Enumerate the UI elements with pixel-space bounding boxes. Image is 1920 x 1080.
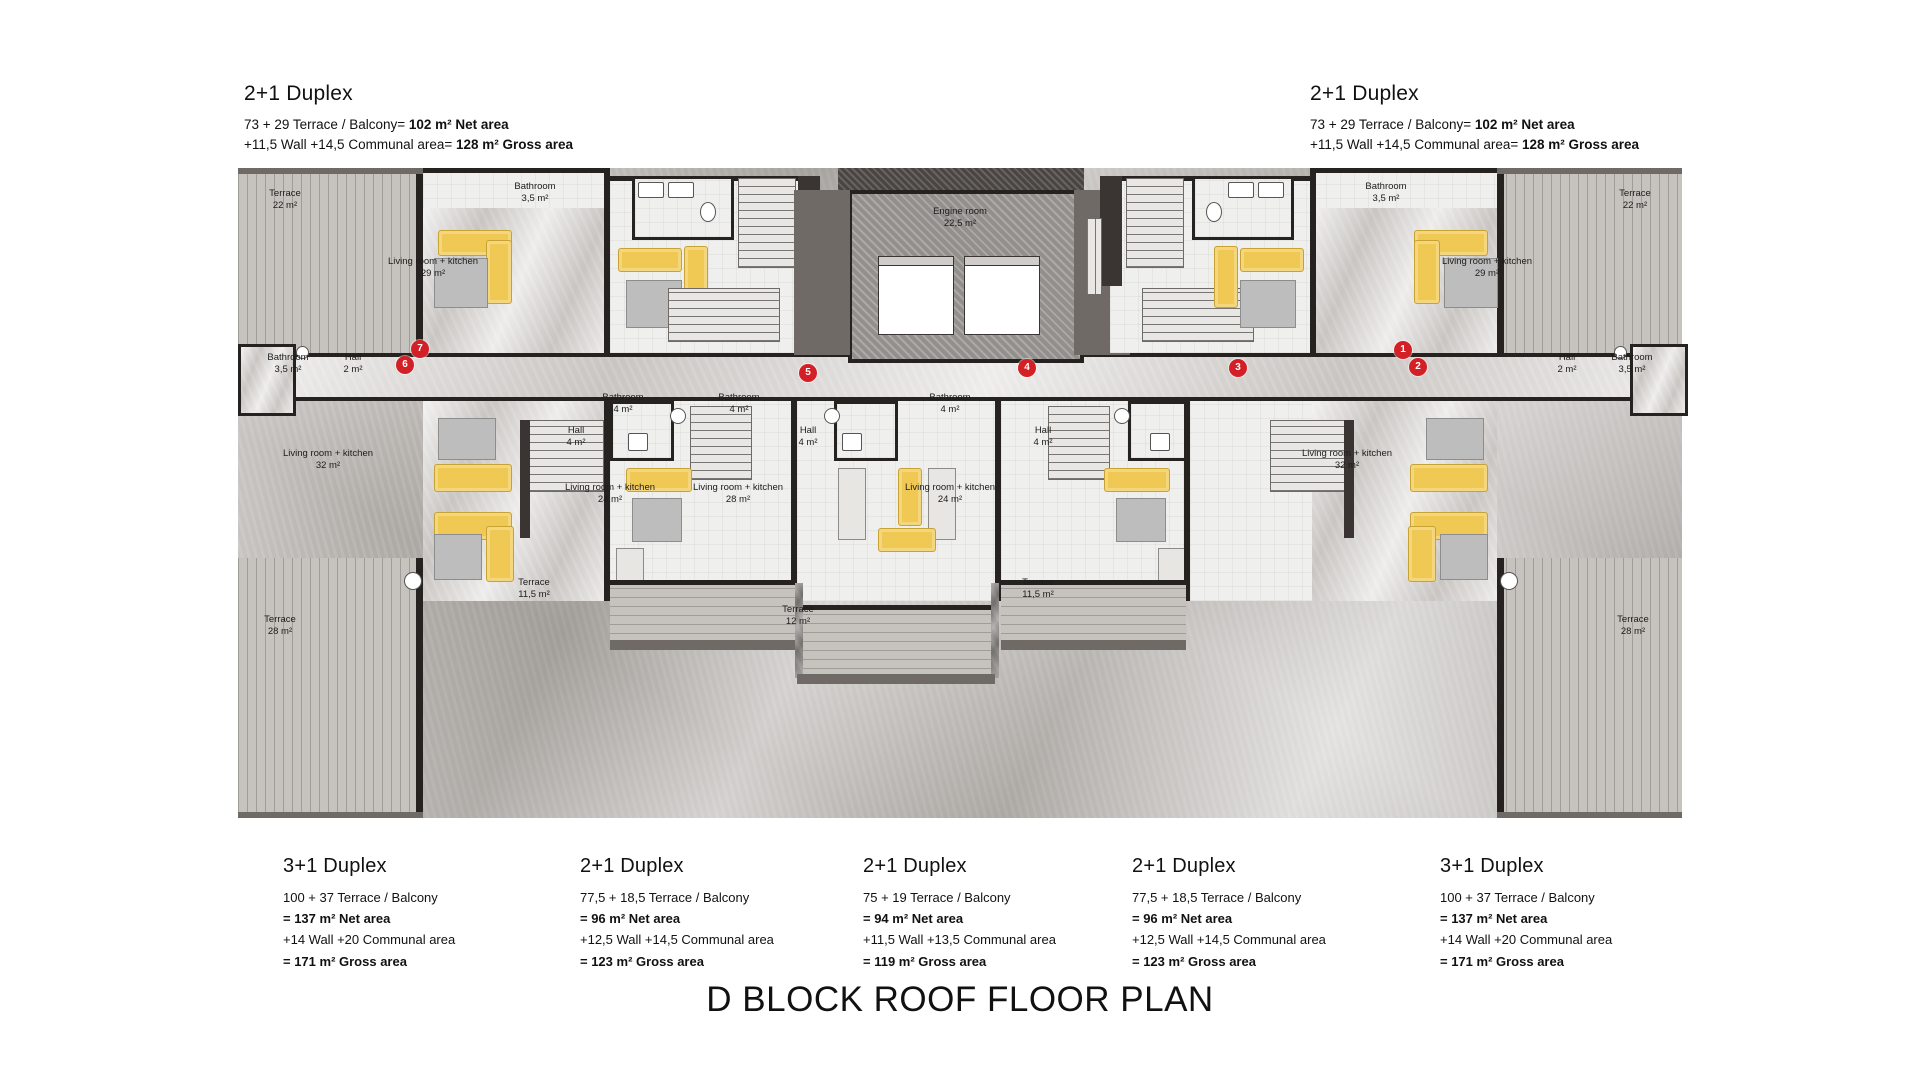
annotation-line-3: +12,5 Wall +14,5 Communal area [1132, 932, 1326, 948]
wall-top-edge-left [423, 168, 608, 173]
annotation-net-prefix: 73 + 29 Terrace / Balcony= [244, 116, 409, 132]
sofa-terrace-right-2 [1414, 240, 1440, 304]
room-area: 28 m² [725, 494, 751, 505]
annotation-title: 2+1 Duplex [863, 855, 967, 877]
room-name: Hall [567, 425, 585, 437]
room-name: Terrace [518, 577, 550, 589]
sofa-br-3 [1408, 526, 1436, 582]
annotation-line-1: 77,5 + 18,5 Terrace / Balcony [580, 890, 750, 906]
room-name: Engine room [933, 206, 987, 218]
room-area: 22 m² [1622, 200, 1648, 211]
table-terrace-left [434, 258, 488, 308]
lift-shaft-2 [964, 263, 1040, 335]
annotation-line-1: 100 + 37 Terrace / Balcony [283, 890, 438, 906]
door-swing-left-icon [296, 346, 309, 359]
floor-plan-drawing [238, 168, 1682, 818]
wall-left-bottom [416, 558, 423, 818]
room-name: Living room + kitchen [904, 482, 996, 494]
table-terrace-right [1444, 258, 1498, 308]
table-u2 [632, 498, 682, 542]
sofa-br-1 [1410, 464, 1488, 492]
room-name: Bathroom [602, 392, 644, 404]
annotation-line-gross [244, 135, 573, 156]
room-area: 3,5 m² [1618, 364, 1646, 375]
annotation-line-1: 100 + 37 Terrace / Balcony [1440, 890, 1595, 906]
tub-icon-tl [668, 182, 694, 198]
room-area: 22 m² [272, 200, 298, 211]
room-area: 4 m² [613, 404, 633, 415]
annotation-line-2: = 137 m² Net area [283, 911, 391, 927]
room-name: Terrace [269, 188, 301, 200]
wc-icon-u2 [670, 408, 686, 424]
tub-icon-tr [1258, 182, 1284, 198]
kitchen-counter-u3 [838, 468, 866, 540]
sink-icon-u2 [628, 433, 648, 451]
room-area: 4 m² [940, 404, 960, 415]
table-top-right [1240, 280, 1296, 328]
annotation-top-right [1310, 78, 1639, 156]
table-bl [438, 418, 496, 460]
terrace-deck-top-right [1497, 168, 1682, 353]
parapet-center [797, 674, 995, 684]
annotation-line-1: 75 + 19 Terrace / Balcony [863, 890, 1011, 906]
annotation-line-4: = 123 m² Gross area [580, 953, 704, 969]
annotation-title: 2+1 Duplex [1132, 855, 1236, 877]
terrace-deck-bottom-left [238, 558, 423, 818]
room-name: Hall [1558, 352, 1576, 364]
sofa-u3-2 [878, 528, 936, 552]
annotation-bottom-3 [863, 850, 1056, 972]
annotation-line-3: +12,5 Wall +14,5 Communal area [580, 932, 774, 948]
room-area: 28 m² [267, 626, 293, 637]
room-name: Living room + kitchen [692, 482, 784, 494]
side-room-right [1630, 344, 1688, 416]
annotation-line-2: = 96 m² Net area [580, 911, 681, 927]
room-area: 12 m² [785, 616, 811, 627]
room-area: 2 m² [1557, 364, 1577, 375]
annotation-line-4: = 123 m² Gross area [1132, 953, 1256, 969]
annotation-line-2: = 96 m² Net area [1132, 911, 1233, 927]
parapet-bottom-right [1497, 812, 1682, 818]
wc-icon-u3 [824, 408, 840, 424]
annotation-gross-prefix: +11,5 Wall +14,5 Communal area= [1310, 137, 1522, 153]
annotation-bottom-5 [1440, 850, 1612, 972]
marker-6[interactable]: 6 [396, 356, 414, 374]
annotation-line-3: +11,5 Wall +13,5 Communal area [863, 932, 1056, 948]
staircase-br [1270, 420, 1346, 492]
room-area: 4 m² [566, 437, 586, 448]
annotation-line-3: +14 Wall +20 Communal area [283, 932, 456, 948]
room-name: Hall [799, 425, 817, 437]
sofa-top-left [618, 248, 682, 272]
wall-left-top [416, 168, 423, 353]
wall-terrace-divider-right [991, 583, 999, 678]
terrace-deck-top-left [238, 168, 423, 353]
annotation-line-2: = 94 m² Net area [863, 911, 964, 927]
room-area: 3,5 m² [274, 364, 302, 375]
shaft-bl [520, 420, 530, 538]
annotation-gross-prefix: +11,5 Wall +14,5 Communal area= [244, 137, 456, 153]
marker-5[interactable]: 5 [799, 364, 817, 382]
wall-terrace-divider-left [795, 583, 803, 678]
terrace-bottom-2 [610, 583, 795, 643]
annotation-title: 2+1 Duplex [1310, 82, 1419, 105]
wc-icon-tr [1206, 202, 1222, 222]
room-name: Terrace [1619, 188, 1651, 200]
wall-terrace-4 [1001, 580, 1186, 585]
marker-4[interactable]: 4 [1018, 359, 1036, 377]
wall-unit-right-left [1310, 168, 1316, 353]
annotation-line-4: = 171 m² Gross area [283, 953, 407, 969]
sofa-terrace-left-2 [486, 240, 512, 304]
annotation-top-left [244, 78, 573, 156]
room-name: Hall [1034, 425, 1052, 437]
parapet-top-left [238, 168, 423, 174]
room-area: 3,5 m² [521, 193, 549, 204]
annotation-line-gross [1310, 135, 1639, 156]
room-area: 32 m² [1334, 460, 1360, 471]
room-name: Terrace [1022, 577, 1054, 589]
door-swing-br-icon [1500, 572, 1518, 590]
room-area: 4 m² [798, 437, 818, 448]
room-area: 2 m² [343, 364, 363, 375]
door-swing-right-icon [1614, 346, 1627, 359]
sofa-bl-3 [486, 526, 514, 582]
wc-icon-tl [700, 202, 716, 222]
sink-icon-u4 [1150, 433, 1170, 451]
bathroom-unit-2 [610, 401, 674, 461]
room-name: Living room + kitchen [282, 448, 374, 460]
wall-top-edge-right [1312, 168, 1497, 173]
shaft-top-right [1100, 176, 1122, 286]
room-name: Bathroom [267, 352, 309, 364]
wall-right-top [1497, 168, 1504, 353]
annotation-net-value: 102 m² Net area [1474, 116, 1575, 132]
bed-bl [434, 534, 482, 580]
room-area: 29 m² [1474, 268, 1500, 279]
wall-right-bottom [1497, 558, 1504, 818]
room-area: 3,5 m² [1372, 193, 1400, 204]
room-area: 24 m² [597, 494, 623, 505]
room-area: 24 m² [937, 494, 963, 505]
door-swing-bl-icon [404, 572, 422, 590]
lift-door-1 [878, 256, 954, 266]
room-name: Hall [344, 352, 362, 364]
lift-door-2 [964, 256, 1040, 266]
annotation-title: 3+1 Duplex [283, 855, 387, 877]
annotation-gross-value: 128 m² Gross area [456, 137, 574, 153]
parapet-top-right [1497, 168, 1682, 174]
annotation-gross-value: 128 m² Gross area [1522, 137, 1640, 153]
side-room-left [238, 344, 296, 416]
sofa-bl-1 [434, 464, 512, 492]
room-area: 22,5 m² [943, 218, 977, 229]
annotation-bottom-4 [1132, 850, 1326, 972]
marker-7[interactable]: 7 [411, 340, 429, 358]
lift-shaft-1 [878, 263, 954, 335]
terrace-deck-bottom-right [1497, 558, 1682, 818]
parapet-4 [1001, 640, 1186, 650]
room-name: Terrace [264, 614, 296, 626]
engine-wall-left [794, 190, 850, 355]
room-name: Terrace [782, 604, 814, 616]
bed-br [1440, 534, 1488, 580]
sofa-top-right [1240, 248, 1304, 272]
room-area: 32 m² [315, 460, 341, 471]
staircase-unit-4 [1048, 406, 1110, 480]
wall-terrace-2 [610, 580, 795, 585]
table-u4 [1116, 498, 1166, 542]
table-br [1426, 418, 1484, 460]
sofa-u4 [1104, 468, 1170, 492]
room-area: 4 m² [729, 404, 749, 415]
annotation-net-prefix: 73 + 29 Terrace / Balcony= [1310, 116, 1475, 132]
sink-icon-tl [638, 182, 664, 198]
page-title: D BLOCK ROOF FLOOR PLAN [706, 980, 1214, 1019]
room-name: Living room + kitchen [387, 256, 479, 268]
annotation-line-1: 77,5 + 18,5 Terrace / Balcony [1132, 890, 1302, 906]
shaft-br [1344, 420, 1354, 538]
staircase-top-right [1126, 178, 1184, 268]
room-area: 11,5 m² [1022, 589, 1054, 600]
room-name: Bathroom [718, 392, 760, 404]
wall-terrace-center [797, 605, 995, 610]
annotation-line-net [1310, 115, 1639, 136]
parapet-2 [610, 640, 795, 650]
annotation-title: 2+1 Duplex [244, 82, 353, 105]
annotation-bottom-1 [283, 850, 455, 972]
room-name: Living room + kitchen [564, 482, 656, 494]
room-name: Bathroom [514, 181, 556, 193]
marker-1[interactable]: 1 [1394, 341, 1412, 359]
staircase-top-left [738, 178, 796, 268]
marker-2[interactable]: 2 [1409, 358, 1427, 376]
annotation-line-4: = 119 m² Gross area [863, 953, 987, 969]
room-area: 11,5 m² [518, 589, 550, 600]
annotation-title: 2+1 Duplex [580, 855, 684, 877]
bathroom-unit-4 [1128, 401, 1192, 461]
annotation-net-value: 102 m² Net area [408, 116, 509, 132]
stair-rail-top-right [1086, 218, 1102, 295]
sofa-top-right-2 [1214, 246, 1238, 308]
annotation-bottom-2 [580, 850, 774, 972]
sink-icon-tr [1228, 182, 1254, 198]
annotation-line-3: +14 Wall +20 Communal area [1440, 932, 1613, 948]
room-name: Bathroom [929, 392, 971, 404]
room-area: 28 m² [1620, 626, 1646, 637]
room-name: Bathroom [1365, 181, 1407, 193]
sofa-u2 [626, 468, 692, 492]
marker-3[interactable]: 3 [1229, 359, 1247, 377]
room-area: 4 m² [1033, 437, 1053, 448]
room-name: Living room + kitchen [1301, 448, 1393, 460]
annotation-line-net [244, 115, 573, 136]
staircase-top-left-2 [668, 288, 780, 342]
sink-icon-u3 [842, 433, 862, 451]
staircase-bl [528, 420, 604, 492]
wc-icon-u4 [1114, 408, 1130, 424]
staircase-unit-2 [690, 406, 752, 480]
terrace-bottom-4 [1001, 583, 1186, 643]
annotation-line-4: = 171 m² Gross area [1440, 953, 1564, 969]
room-name: Terrace [1617, 614, 1649, 626]
parapet-bottom-left [238, 812, 423, 818]
terrace-bottom-center [797, 608, 995, 678]
bathroom-unit-3 [834, 401, 898, 461]
room-name: Living room + kitchen [1441, 256, 1533, 268]
room-area: 29 m² [420, 268, 446, 279]
room-name: Bathroom [1611, 352, 1653, 364]
annotation-line-2: = 137 m² Net area [1440, 911, 1548, 927]
annotation-title: 3+1 Duplex [1440, 855, 1544, 877]
